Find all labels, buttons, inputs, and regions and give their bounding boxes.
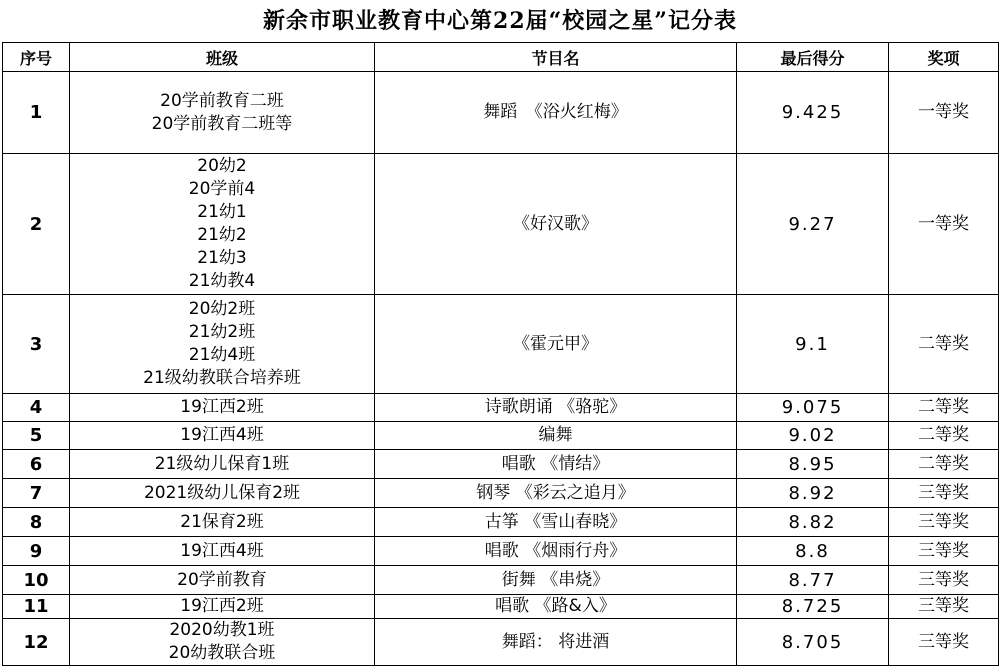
score-cell: 8.705: [737, 619, 889, 666]
program-cell: 《好汉歌》: [375, 154, 737, 295]
class-name: 20学前教育二班等: [151, 113, 293, 134]
class-name: 21幼教4: [188, 271, 256, 291]
row-number: 2: [3, 154, 70, 295]
class-name: 19江西4班: [180, 540, 264, 561]
table-row: [3, 72, 999, 154]
class-name: 20幼2班: [188, 299, 256, 319]
score-cell: 9.27: [737, 154, 889, 295]
score-cell: 9.02: [737, 422, 889, 450]
class-cell: [70, 154, 375, 295]
class-cell: [70, 537, 375, 566]
class-name: 21幼3: [197, 248, 247, 268]
score-cell: 9.425: [737, 72, 889, 154]
table-row: [3, 422, 999, 450]
class-name: 19江西2班: [180, 397, 264, 417]
table-row: [3, 619, 999, 666]
class-name: 21保育2班: [180, 511, 264, 532]
program-cell: 编舞: [375, 422, 737, 450]
table-row: [3, 394, 999, 422]
class-name: 21幼2: [197, 225, 247, 245]
class-cell: [70, 450, 375, 479]
class-name: 2021级幼儿保育2班: [143, 482, 301, 503]
class-cell: [70, 619, 375, 666]
program-cell: 钢琴 《彩云之追月》: [375, 479, 737, 508]
row-number: 12: [3, 619, 70, 666]
class-cell: [70, 479, 375, 508]
class-cell: [70, 394, 375, 422]
class-name: 20学前教育: [177, 569, 267, 590]
header-class: 班级: [70, 43, 375, 72]
row-number: 8: [3, 508, 70, 537]
row-number: 3: [3, 295, 70, 394]
program-cell: 《霍元甲》: [375, 295, 737, 394]
class-cell: [70, 508, 375, 537]
program-cell: 唱歌 《情结》: [375, 450, 737, 479]
award-cell: 三等奖: [889, 537, 999, 566]
header-program: 节目名: [375, 43, 737, 72]
score-cell: 8.82: [737, 508, 889, 537]
score-table: [2, 42, 999, 666]
table-row: [3, 479, 999, 508]
class-name: 2020幼教1班: [169, 620, 275, 640]
award-cell: 二等奖: [889, 450, 999, 479]
score-cell: 8.8: [737, 537, 889, 566]
table-row: [3, 450, 999, 479]
award-cell: 二等奖: [889, 422, 999, 450]
row-number: 4: [3, 394, 70, 422]
class-cell: [70, 566, 375, 595]
program-cell: 街舞 《串烧》: [375, 566, 737, 595]
table-row: [3, 295, 999, 394]
award-cell: 二等奖: [889, 295, 999, 394]
award-cell: 三等奖: [889, 595, 999, 619]
score-cell: 8.95: [737, 450, 889, 479]
class-name: 20幼2: [197, 156, 247, 176]
award-cell: 三等奖: [889, 619, 999, 666]
score-cell: 8.725: [737, 595, 889, 619]
class-cell: [70, 72, 375, 154]
score-cell: 8.92: [737, 479, 889, 508]
program-cell: 诗歌朗诵 《骆驼》: [375, 394, 737, 422]
table-row: [3, 508, 999, 537]
award-cell: 一等奖: [889, 72, 999, 154]
class-name: 21级幼儿保育1班: [154, 453, 290, 474]
class-name: 21幼1: [197, 202, 247, 222]
class-cell: [70, 595, 375, 619]
award-cell: 二等奖: [889, 394, 999, 422]
header-no: 序号: [3, 43, 70, 72]
award-cell: 三等奖: [889, 566, 999, 595]
class-name: 19江西4班: [180, 425, 264, 445]
table-row: [3, 537, 999, 566]
header-score: 最后得分: [737, 43, 889, 72]
table-row: [3, 595, 999, 619]
row-number: 10: [3, 566, 70, 595]
score-cell: 9.075: [737, 394, 889, 422]
table-row: [3, 154, 999, 295]
class-name: 21幼2班: [188, 322, 256, 342]
row-number: 6: [3, 450, 70, 479]
class-cell: [70, 422, 375, 450]
program-cell: 唱歌 《路&入》: [375, 595, 737, 619]
program-cell: 舞蹈 《浴火红梅》: [375, 72, 737, 154]
program-cell: 舞蹈： 将进酒: [375, 619, 737, 666]
class-name: 21级幼教联合培养班: [143, 368, 301, 388]
award-cell: 一等奖: [889, 154, 999, 295]
award-cell: 三等奖: [889, 508, 999, 537]
program-cell: 唱歌 《烟雨行舟》: [375, 537, 737, 566]
header-award: 奖项: [889, 43, 999, 72]
class-cell: [70, 295, 375, 394]
score-cell: 9.1: [737, 295, 889, 394]
row-number: 9: [3, 537, 70, 566]
page-title: 新余市职业教育中心第22届“校园之星”记分表: [263, 8, 737, 34]
program-cell: 古筝 《雪山春晓》: [375, 508, 737, 537]
row-number: 5: [3, 422, 70, 450]
class-name: 21幼4班: [188, 345, 256, 365]
class-name: 20学前教育二班: [160, 90, 284, 111]
row-number: 7: [3, 479, 70, 508]
class-name: 19江西2班: [180, 596, 264, 616]
class-name: 20幼教联合班: [168, 643, 276, 663]
award-cell: 三等奖: [889, 479, 999, 508]
table-row: [3, 566, 999, 595]
class-name: 20学前4: [188, 179, 256, 199]
score-cell: 8.77: [737, 566, 889, 595]
row-number: 11: [3, 595, 70, 619]
row-number: 1: [3, 72, 70, 154]
header-row: [3, 43, 999, 72]
